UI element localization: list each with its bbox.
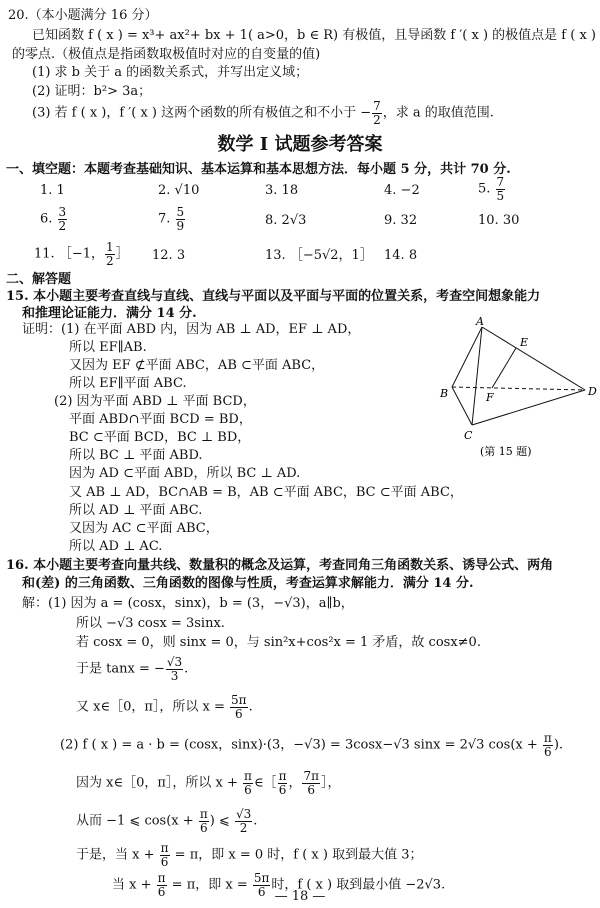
q16-s7: 因为 x∈［0，π］，所以 x + $\frac{\pi}{6}$ ∈［ $\frac{\pi}{6}$ ， $\frac{7\pi}{6}$ ］，	[76, 769, 341, 797]
edge-BC	[452, 387, 472, 425]
q16-s6: (2) f ( x ) = a · b = (cosx，sinx)·(3，−√3) = 3cosx−√3 sinx = 2√3 cos(x + $\frac{\pi}{6}$ ).	[60, 731, 564, 759]
label-B: B	[440, 387, 449, 400]
q15-proof-2: 所以 EF∥AB.	[69, 340, 147, 355]
q20-header: 20.（本小题满分 16 分）	[8, 8, 158, 23]
fill-item-14: 14. 8	[384, 248, 418, 263]
fill-item-2: 2. √10	[158, 183, 200, 198]
q16-line1: 16. 本小题主要考查向量共线、数量积的概念及运算，考查同角三角函数关系、诱导公式、两角	[6, 558, 554, 573]
fill-item-11: 11. ［−1， $\frac{1}{2}$ ］	[34, 240, 129, 268]
fill-item-9: 9. 32	[384, 213, 418, 228]
fill-item-3: 3. 18	[265, 183, 299, 198]
q15-proof-10: 又 AB ⊥ AD，BC∩AB = B，AB ⊂平面 ABC，BC ⊂平面 ABC，	[69, 485, 463, 500]
q15-line2: 和推理论证能力．满分 14 分.	[22, 306, 197, 321]
figure-caption: (第 15 题)	[480, 445, 532, 458]
section1-heading: 一、填空题：本题考查基础知识、基本运算和基本思想方法．每小题 5 分，共计 70 分.	[6, 162, 511, 177]
q20-line5	[32, 100, 494, 126]
q15-proof-6: 平面 ABD∩平面 BCD = BD，	[69, 412, 252, 427]
q20-line4: (2) 证明：b²> 3a；	[32, 84, 152, 99]
edge-EF	[492, 348, 516, 388]
q15-proof-3: 又因为 EF ⊄平面 ABC，AB ⊂平面 ABC，	[69, 358, 325, 373]
fill-item-13: 13. ［−5√2，1］	[265, 248, 373, 263]
fill-item-6: 6. $\frac{3}{2}$	[40, 205, 67, 233]
q15-proof-11: 所以 AD ⊥ 平面 ABC.	[69, 503, 203, 518]
fill-item-10: 10. 30	[478, 213, 520, 228]
q20-line2: 的零点.（极值点是指函数取极值时对应的自变量的值)	[12, 47, 321, 62]
q15-proof-13: 所以 AD ⊥ AC.	[69, 539, 163, 554]
q15-proof-12: 又因为 AC ⊂平面 ABC，	[69, 521, 219, 536]
edge-AC	[472, 327, 482, 425]
q16-s5: 又 x∈［0，π］，所以 x = $\frac{5\pi}{6}$ .	[76, 693, 253, 721]
q15-figure	[430, 315, 598, 465]
fill-item-7: 7. $\frac{5}{9}$	[158, 205, 185, 233]
q15-proof-7: BC ⊂平面 BCD，BC ⊥ BD，	[69, 430, 251, 445]
q16-s2: 所以 −√3 cosx = 3sinx.	[76, 616, 225, 631]
q20-fraction	[372, 100, 382, 126]
q16-s1: 解：(1) 因为 a = (cosx，sinx)，b = (3，−√3)，a∥b，	[22, 596, 354, 611]
fill-item-12: 12. 3	[152, 248, 186, 263]
label-D: D	[588, 385, 597, 398]
q16-s9: 于是，当 x + $\frac{\pi}{6}$ = π，即 x = 0 时，f ( x ) 取到最大值 3；	[76, 841, 423, 869]
q20-line5-post: ，求 a 的取值范围.	[382, 105, 494, 121]
section2-heading: 二、解答题	[6, 272, 72, 287]
fill-item-8: 8. 2√3	[265, 213, 307, 228]
q20-frac-num: 7	[373, 99, 381, 113]
fill-item-4: 4. −2	[384, 183, 420, 198]
label-C: C	[464, 429, 473, 442]
q16-line2: 和(差) 的三角函数、三角函数的图像与性质，考查运算求解能力．满分 14 分.	[22, 576, 474, 591]
q20-frac-den: 2	[373, 112, 381, 127]
q15-proof-4: 所以 EF∥平面 ABC.	[69, 376, 187, 391]
page-number: — 18 —	[274, 889, 326, 904]
edge-AD	[482, 327, 585, 390]
q16-s8: 从而 −1 ⩽ cos(x + $\frac{\pi}{6}$ ) ⩽ $\frac{√3}{2}$ .	[76, 807, 258, 835]
q15-proof-1: 证明：(1) 在平面 ABD 内，因为 AB ⊥ AD，EF ⊥ AD，	[22, 322, 361, 337]
answer-title: 数学 I 试题参考答案	[217, 134, 383, 155]
label-F: F	[486, 391, 494, 404]
q15-proof-9: 因为 AD ⊂平面 ABD，所以 BC ⊥ AD.	[69, 466, 301, 481]
label-E: E	[520, 336, 529, 349]
fill-item-5: 5. $\frac{7}{5}$	[478, 175, 505, 203]
q15-proof-5: (2) 因为平面 ABD ⊥ 平面 BCD，	[54, 394, 256, 409]
q16-s4: 于是 tanx = − $\frac{√3}{3}$ .	[76, 655, 189, 683]
q16-s3: 若 cosx = 0，则 sinx = 0，与 sin²x+cos²x = 1 矛盾，故 cosx≠0.	[76, 635, 481, 650]
edge-AB	[452, 327, 482, 387]
q20-line3: (1) 求 b 关于 a 的函数关系式，并写出定义域；	[32, 65, 309, 80]
q20-line1: 已知函数 f ( x ) = x³+ ax²+ bx + 1( a>0，b ∈ R) 有极值，且导函数 f ′( x ) 的极值点是 f ( x )	[32, 28, 596, 43]
q20-line5-pre: (3) 若 f ( x )，f ′( x ) 这两个函数的所有极值之和不小于 −	[32, 105, 372, 121]
fill-item-1: 1. 1	[40, 183, 65, 198]
q15-proof-8: 所以 BC ⊥ 平面 ABD.	[69, 448, 203, 463]
q16-s10: 当 x + $\frac{\pi}{6}$ = π，即 x = $\frac{5\pi}{6}$ 时，f ( x ) 取到最小值 −2√3.	[112, 871, 446, 899]
q15-line1: 15. 本小题主要考查直线与直线、直线与平面以及平面与平面的位置关系，考查空间想象能力	[6, 289, 541, 304]
edge-BD-hidden	[452, 387, 585, 390]
label-A: A	[476, 315, 484, 328]
